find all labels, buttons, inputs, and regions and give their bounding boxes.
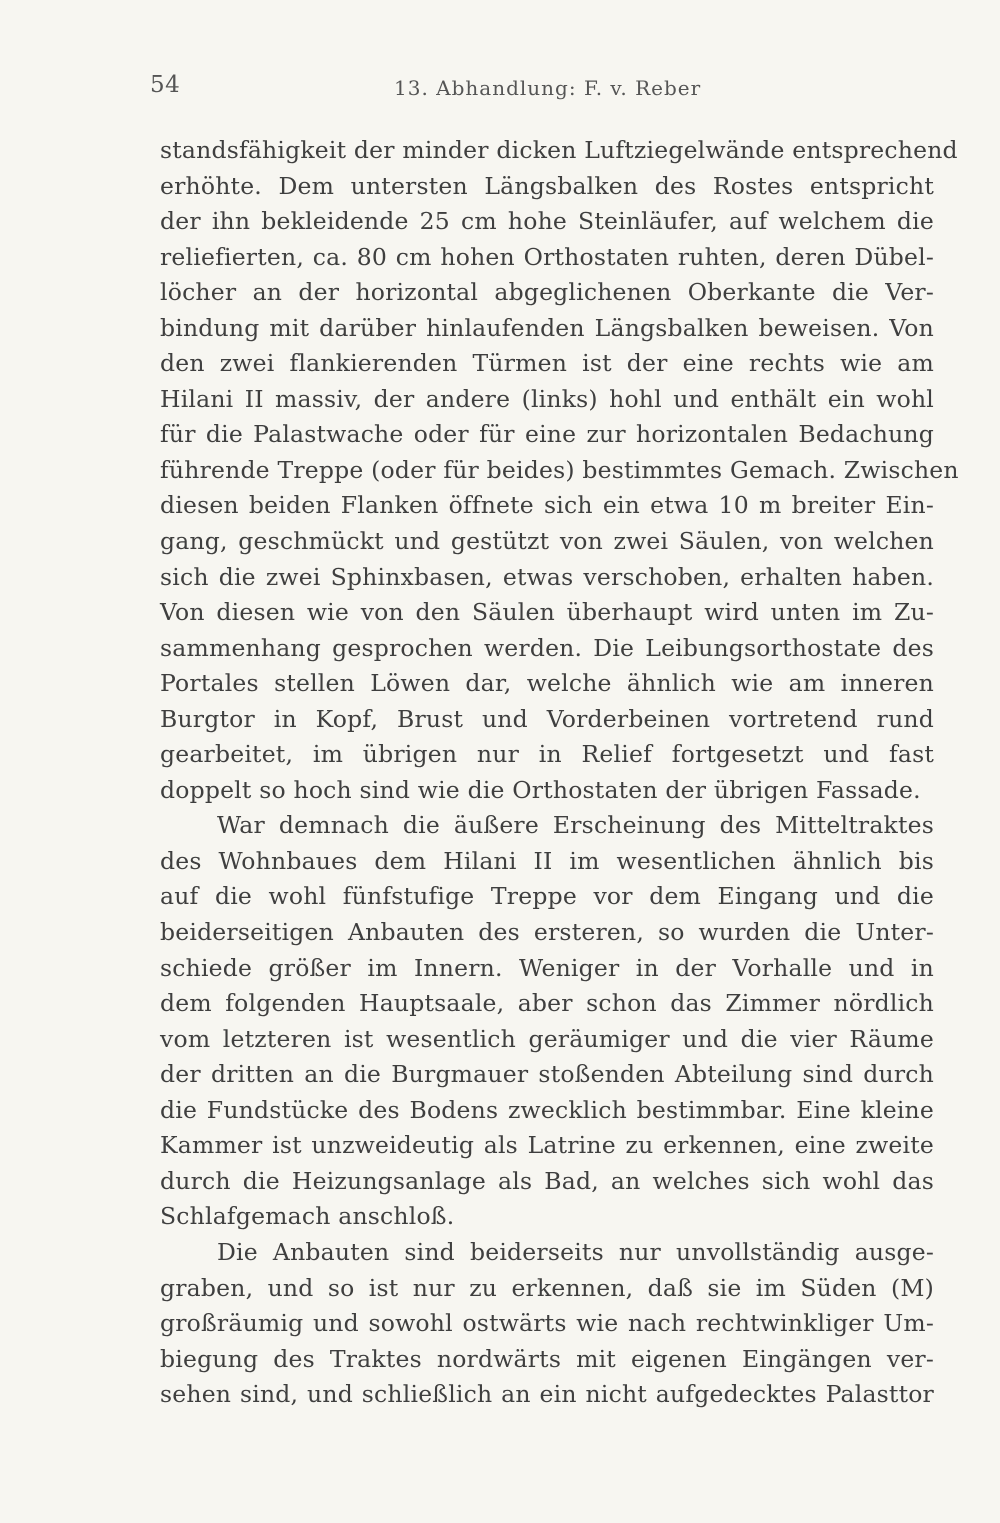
text-line: sammenhang gesprochen werden. Die Leibungsorthostate des (160, 633, 934, 662)
body-text (160, 133, 959, 1413)
text-line: standsfähigkeit der minder dicken Luftziegelwände entsprechend (160, 136, 958, 164)
text-line: Portales stellen Löwen dar, welche ähnlich wie am inneren (160, 669, 934, 698)
text-line: die Fundstücke des Bodens zwecklich bestimmbar. Eine kleine (160, 1095, 934, 1124)
text-line: bindung mit darüber hinlaufenden Längsbalken beweisen. Von (160, 313, 934, 342)
text-line: beiderseitigen Anbauten des ersteren, so wurden die Unter- (160, 918, 934, 947)
text-line: der dritten an die Burgmauer stoßenden Abteilung sind durch (160, 1060, 934, 1089)
text-line: reliefierten, ca. 80 cm hohen Orthostaten ruhten, deren Dübel- (160, 242, 934, 271)
text-line: gang, geschmückt und gestützt von zwei Säulen, von welchen (160, 527, 934, 556)
text-line: sehen sind, und schließlich an ein nicht aufgedecktes Palasttor (160, 1380, 934, 1409)
text-line: schiede größer im Innern. Weniger in der Vorhalle und in (160, 953, 934, 982)
text-line: für die Palastwache oder für eine zur horizontalen Bedachung (160, 420, 934, 449)
text-line: diesen beiden Flanken öffnete sich ein etwa 10 m breiter Ein- (160, 491, 934, 520)
text-line: großräumig und sowohl ostwärts wie nach rechtwinkliger Um- (160, 1309, 934, 1338)
text-line: gearbeitet, im übrigen nur in Relief fortgesetzt und fast (160, 740, 934, 769)
text-line: Kammer ist unzweideutig als Latrine zu erkennen, eine zweite (160, 1131, 934, 1160)
text-line: sich die zwei Sphinxbasen, etwas verschoben, erhalten haben. (160, 562, 934, 591)
page-number: 54 (150, 72, 181, 98)
text-line: Burgtor in Kopf, Brust und Vorderbeinen vortretend rund (160, 704, 934, 733)
text-line: dem folgenden Hauptsaale, aber schon das Zimmer nördlich (160, 989, 934, 1018)
paragraph-end-line: doppelt so hoch sind wie die Orthostaten der übrigen Fassade. (160, 775, 921, 804)
text-line: erhöhte. Dem untersten Längsbalken des Rostes entspricht (160, 171, 934, 200)
text-line: graben, und so ist nur zu erkennen, daß sie im Süden (M) (160, 1273, 934, 1302)
paragraph-start-line: War demnach die äußere Erscheinung des Mitteltraktes (217, 811, 934, 840)
paragraph-start-line: Die Anbauten sind beiderseits nur unvollständig ausge- (217, 1237, 934, 1266)
text-line: vom letzteren ist wesentlich geräumiger und die vier Räume (160, 1024, 934, 1053)
text-line: den zwei flankierenden Türmen ist der eine rechts wie am (160, 349, 934, 378)
text-line: führende Treppe (oder für beides) bestimmtes Gemach. Zwischen (160, 455, 959, 484)
text-line: Von diesen wie von den Säulen überhaupt wird unten im Zu- (160, 598, 934, 627)
text-line: durch die Heizungsanlage als Bad, an welches sich wohl das (160, 1166, 934, 1195)
text-line: des Wohnbaues dem Hilani II im wesentlichen ähnlich bis (160, 846, 934, 875)
paragraph-end-line: Schlafgemach anschloß. (160, 1202, 455, 1231)
text-line: der ihn bekleidende 25 cm hohe Steinläufer, auf welchem die (160, 207, 934, 236)
text-line: löcher an der horizontal abgeglichenen Oberkante die Ver- (160, 278, 934, 307)
page-header (148, 72, 934, 108)
text-line: biegung des Traktes nordwärts mit eigenen Eingängen ver- (160, 1344, 934, 1373)
running-head: 13. Abhandlung: F. v. Reber (394, 76, 702, 100)
text-line: auf die wohl fünfstufige Treppe vor dem Eingang und die (160, 882, 934, 911)
text-line: Hilani II massiv, der andere (links) hohl und enthält ein wohl (160, 384, 934, 413)
